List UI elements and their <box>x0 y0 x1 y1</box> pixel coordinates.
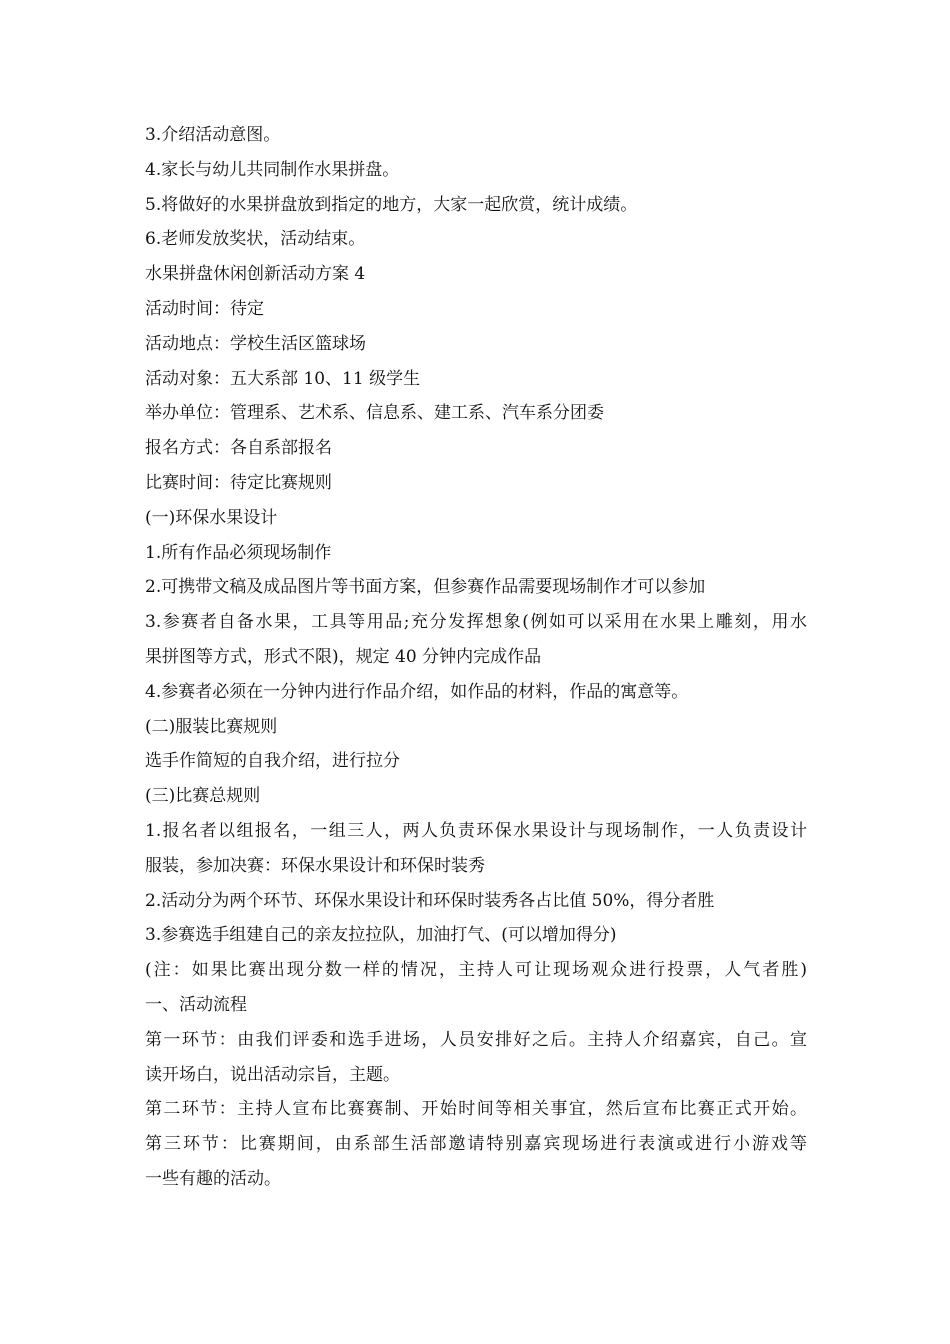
section-heading-plan-4: 水果拼盘休闲创新活动方案 4 <box>145 264 366 285</box>
text-line-registration: 报名方式：各自系部报名 <box>145 438 332 459</box>
subheading-costume-rules: (二)服装比赛规则 <box>145 716 278 737</box>
text-line-stage-3b: 一些有趣的活动。 <box>145 1168 281 1189</box>
text-line-self-intro: 选手作简短的自我介绍，进行拉分 <box>145 751 400 772</box>
subheading-eco-fruit-design: (一)环保水果设计 <box>145 507 278 528</box>
text-line-stage-2: 第二环节：主持人宣布比赛赛制、开始时间等相关事宜，然后宣布比赛正式开始。 <box>145 1099 807 1120</box>
text-line-general-1a: 1.报名者以组报名，一组三人，两人负责环保水果设计与现场制作，一人负责设计 <box>145 820 807 841</box>
text-line-step-4: 4.家长与幼儿共同制作水果拼盘。 <box>145 159 400 180</box>
text-line-step-6: 6.老师发放奖状，活动结束。 <box>145 229 366 250</box>
text-line-rule-1: 1.所有作品必须现场制作 <box>145 542 332 563</box>
text-line-general-3: 3.参赛选手组建自己的亲友拉拉队，加油打气、(可以增加得分) <box>145 925 617 946</box>
text-line-note: (注：如果比赛出现分数一样的情况，主持人可让现场观众进行投票，人气者胜) <box>145 960 807 981</box>
text-line-rule-3a: 3.参赛者自备水果，工具等用品;充分发挥想象(例如可以采用在水果上雕刻，用水 <box>145 612 807 633</box>
text-line-activity-location: 活动地点：学校生活区篮球场 <box>145 333 366 354</box>
subheading-general-rules: (三)比赛总规则 <box>145 786 261 807</box>
text-line-stage-1b: 读开场白，说出活动宗旨，主题。 <box>145 1064 400 1085</box>
text-line-activity-time: 活动时间：待定 <box>145 298 264 319</box>
text-line-rule-3b: 果拼图等方式，形式不限)，规定 40 分钟内完成作品 <box>145 646 542 667</box>
text-line-organizers: 举办单位：管理系、艺术系、信息系、建工系、汽车系分团委 <box>145 403 604 424</box>
text-line-competition-time: 比赛时间：待定比赛规则 <box>145 472 332 493</box>
text-line-step-5: 5.将做好的水果拼盘放到指定的地方，大家一起欣赏，统计成绩。 <box>145 194 638 215</box>
text-line-stage-3a: 第三环节：比赛期间，由系部生活部邀请特别嘉宾现场进行表演或进行小游戏等 <box>145 1134 807 1155</box>
text-line-activity-audience: 活动对象：五大系部 10、11 级学生 <box>145 368 421 389</box>
text-line-stage-1a: 第一环节：由我们评委和选手进场，人员安排好之后。主持人介绍嘉宾，自己。宣 <box>145 1029 807 1050</box>
text-line-rule-4: 4.参赛者必须在一分钟内进行作品介绍，如作品的材料，作品的寓意等。 <box>145 681 689 702</box>
text-line-general-1b: 服装，参加决赛：环保水果设计和环保时装秀 <box>145 855 485 876</box>
text-line-step-3: 3.介绍活动意图。 <box>145 125 281 145</box>
text-line-general-2: 2.活动分为两个环节、环保水果设计和环保时装秀各占比值 50%，得分者胜 <box>145 890 715 911</box>
document-body <box>145 118 807 1197</box>
text-line-rule-2: 2.可携带文稿及成品图片等书面方案，但参赛作品需要现场制作才可以参加 <box>145 577 706 598</box>
subheading-activity-flow: 一、活动流程 <box>145 994 247 1015</box>
